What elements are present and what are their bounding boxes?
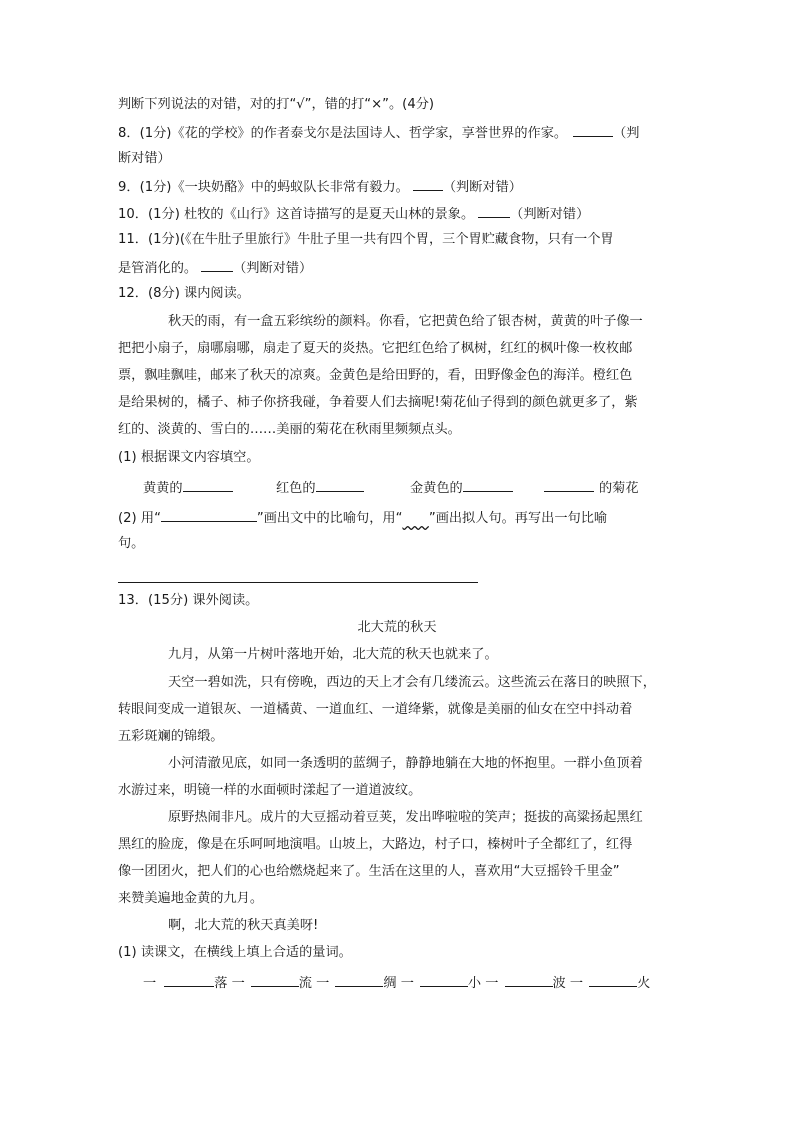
sub-question-1: (1) 读课文，在横线上填上合适的量词。 bbox=[118, 945, 352, 960]
answer-blank[interactable] bbox=[183, 478, 233, 492]
answer-blank[interactable] bbox=[316, 478, 364, 492]
answer-blank[interactable] bbox=[420, 973, 468, 987]
passage-line: 啊，北大荒的秋天真美呀! bbox=[168, 918, 319, 933]
question-10: 10．(1分) 杜牧的《山行》这首诗描写的是夏天山林的景象。 （判断对错） bbox=[118, 204, 589, 224]
fill-item: 黄黄的 bbox=[143, 478, 233, 498]
answer-blank[interactable] bbox=[413, 177, 443, 191]
question-8-cont: 断对错） bbox=[118, 151, 171, 166]
straight-underline-sample bbox=[161, 508, 257, 522]
passage-line: 九月，从第一片树叶落地开始，北大荒的秋天也就来了。 bbox=[168, 647, 498, 662]
answer-blank[interactable] bbox=[589, 973, 637, 987]
sub-question-2: (2) 用“ ”画出文中的比喻句，用“ ”画出拟人句。再写出一句比喻 bbox=[118, 508, 607, 528]
question-11-cont: 是管消化的。 （判断对错） bbox=[118, 258, 312, 278]
fill-item: 红色的 bbox=[276, 478, 364, 498]
passage-line: 红的、淡黄的、雪白的……美丽的菊花在秋雨里频频点头。 bbox=[118, 422, 461, 437]
answer-blank[interactable] bbox=[573, 123, 613, 137]
answer-blank[interactable] bbox=[478, 204, 510, 218]
fill-item: 的菊花 bbox=[544, 478, 639, 498]
answer-blank[interactable] bbox=[335, 973, 383, 987]
question-8: 8．(1分)《花的学校》的作者泰戈尔是法国诗人、哲学家，享誉世界的作家。 （判 bbox=[118, 123, 639, 143]
question-9: 9．(1分)《一块奶酪》中的蚂蚁队长非常有毅力。 （判断对错） bbox=[118, 177, 522, 197]
measure-word-row: 一 落 一 流 一 绸 一 小 一 波 一 火 bbox=[143, 973, 650, 993]
answer-blank[interactable] bbox=[251, 973, 299, 987]
question-13-title: 13．(15分) 课外阅读。 bbox=[118, 593, 259, 608]
sub-question-2-cont: 句。 bbox=[118, 536, 145, 551]
passage-line: 五彩斑斓的锦缎。 bbox=[118, 729, 224, 744]
passage-line: 天空一碧如洗，只有傍晚，西边的天上才会有几缕流云。这些流云在落日的映照下， bbox=[168, 675, 656, 690]
passage-line: 把把小扇子，扇哪扇哪，扇走了夏天的炎热。它把红色给了枫树，红红的枫叶像一枚枚邮 bbox=[118, 341, 633, 356]
true-false-instructions: 判断下列说法的对错，对的打“√”，错的打“×”。(4分) bbox=[118, 97, 435, 112]
answer-line[interactable] bbox=[118, 582, 478, 583]
answer-blank[interactable] bbox=[463, 478, 513, 492]
answer-blank[interactable] bbox=[201, 258, 233, 272]
passage-line: 像一团团火，把人们的心也给燃烧起来了。生活在这里的人，喜欢用“大豆摇铃千里金” bbox=[118, 864, 620, 879]
passage-line: 原野热闹非凡。成片的大豆摇动着豆荚，发出哗啦啦的笑声；挺拔的高粱扬起黑红 bbox=[168, 810, 643, 825]
passage-line: 秋天的雨，有一盒五彩缤纷的颜料。你看，它把黄色给了银杏树，黄黄的叶子像一 bbox=[168, 314, 643, 329]
passage-line: 小河清澈见底，如同一条透明的蓝绸子，静静地躺在大地的怀抱里。一群小鱼顶着 bbox=[168, 756, 643, 771]
question-11: 11．(1分)(《在牛肚子里旅行》牛肚子里一共有四个胃，三个胃贮藏食物，只有一个胃 bbox=[118, 232, 614, 247]
fill-item: 金黄色的 bbox=[410, 478, 513, 498]
sub-question-1: (1) 根据课文内容填空。 bbox=[118, 450, 260, 465]
passage-line: 转眼间变成一道银灰、一道橘黄、一道血红、一道绛紫，就像是美丽的仙女在空中抖动着 bbox=[118, 702, 633, 717]
passage-line: 黑红的脸庞，像是在乐呵呵地演唱。山坡上，大路边，村子口，榛树叶子全都红了，红得 bbox=[118, 837, 633, 852]
passage-line: 是给果树的，橘子、柿子你挤我碰，争着要人们去摘呢!菊花仙子得到的颜色就更多了，紫 bbox=[118, 395, 638, 410]
passage-line: 来赞美遍地金黄的九月。 bbox=[118, 891, 264, 906]
answer-blank[interactable] bbox=[164, 973, 214, 987]
answer-blank[interactable] bbox=[505, 973, 553, 987]
passage-line: 票，飘哇飘哇，邮来了秋天的凉爽。金黄色是给田野的，看，田野像金色的海洋。橙红色 bbox=[118, 368, 633, 383]
answer-blank[interactable] bbox=[544, 478, 594, 492]
question-12-title: 12．(8分) 课内阅读。 bbox=[118, 286, 250, 301]
wavy-underline-sample bbox=[402, 511, 428, 526]
passage-heading: 北大荒的秋天 bbox=[357, 620, 437, 635]
passage-line: 水游过来，明镜一样的水面顿时漾起了一道道波纹。 bbox=[118, 783, 422, 798]
